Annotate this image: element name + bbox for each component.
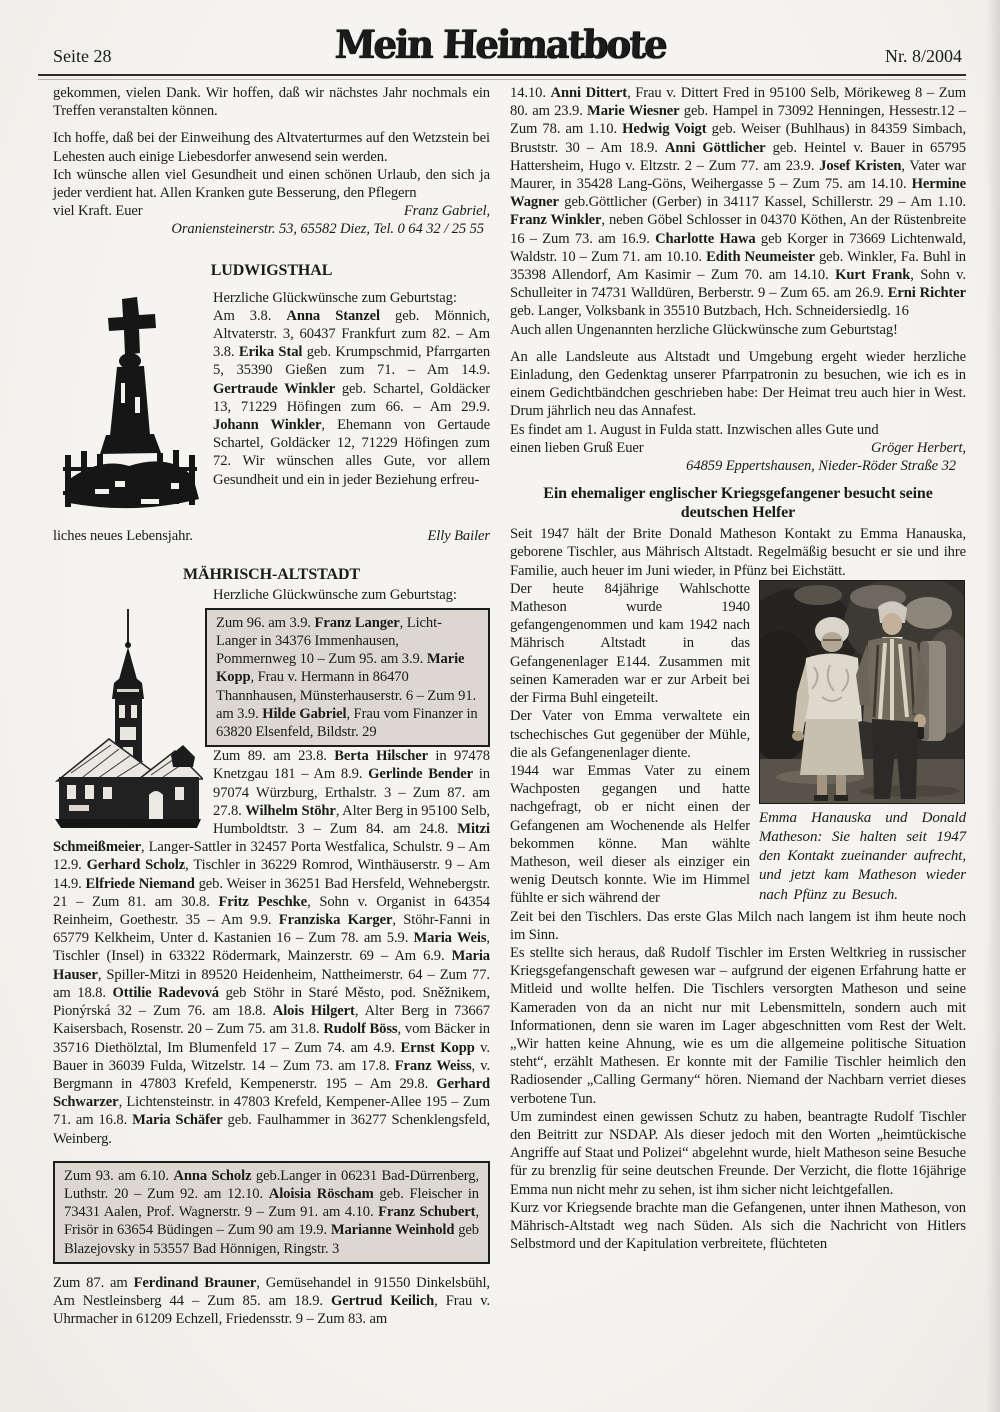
birthday-box-2: Zum 93. am 6.10. Anna Scholz geb.Langer in 06231 Bad-Dürrenberg, Luthstr. 20 – Zum 92. am 12.10. Aloisia Röscham geb. Fleischer in 73431 Aalen, Prof. Wagnerstr. 9 – Zum 91. am 4.10. Franz Schubert, Frisör in 63654 Büdingen – Zum 90 am 19.9. Marianne Weinhold geb Blazejovsky in 53557 Bad Hönnigen, Ringstr. 3 <box>53 1161 490 1264</box>
ludwigsthal-signature: Elly Bailer <box>427 527 490 544</box>
article-paragraph-helping: Es stellte sich heraus, daß Rudolf Tischler im Ersten Weltkrieg in russischer Kriegsgefangenschaft gewesen war – aufgrund der eigenen Erfahrung hatte er Mitleid und wollte helfen. Die Tischlers versorgten Matheson und seine Kameraden von da an nicht nur mit Lebensmitteln, sondern auch mit Informationen, denn sie waren im Lager abgeschnitten vom Rest der Welt. „Wir hatten keine Ahnung, wie es um die allgemeine politische Situation steht“, erzählt Mathesen. Er konnte mit der Familie Tischler heimlich den Radiosender „Calling Germany“ hören. Niemand der Nachbarn verriet dieses verbotene Tun. <box>510 944 966 1107</box>
maehrisch-intro: Herzliche Glückwünsche zum Geburtstag: <box>213 586 457 603</box>
paragraph-wishes: Ich wünsche allen viel Gesundheit und einen schönen Urlaub, den sich ja jeder verdient hat. Allen Kranken gute Besserung, den Pflegern <box>53 166 490 202</box>
article-paragraph-3: 1944 war Emmas Vater zu einem Wachposten gegangen und hatte nachgefragt, ob er nicht einen der Gefangenen am Wochenende als Helfer bekommen könne. Man wählte Matheson, weil dieser als einziger ein wenig Deutsch konnte. Wie im Himmel fühlte er sich während der <box>510 762 750 907</box>
ludwigsthal-birthday-list: Am 3.8. Anna Stanzel geb. Mönnich, Altvaterstr. 3, 60437 Frankfurt zum 82. – Am 3.8. Erika Stal geb. Krumpschmid, Pfarrgarten 5, 35390 Gießen zum 71. – Am 14.9. Gertraude Winkler geb. Schartel, Goldäcker 13, 71229 Höfingen zum 66. – Am 29.9. Johann Winkler, Ehemann von Gertaude Schartel, Goldäcker 12, 71229 Höfingen zum 72. Wir wünschen alles Gute, vor allem Gesundheit und ein in jeder Beziehung erfreu- <box>213 307 491 488</box>
page-number: Seite 28 <box>53 46 112 66</box>
ludwigsthal-signature-row <box>53 527 490 545</box>
fulda-signature-address: 64859 Eppertshausen, Nieder-Röder Straße 32 <box>686 458 956 475</box>
maehrisch-list-continued: Zum 87. am Ferdinand Brauner, Gemüsehandel in 91550 Dinkelsbühl, Am Nestleinsberg 44 – Zum 85. am 18.9. Gertrud Keilich, Frau v. Uhrmacher in 61209 Echzell, Friedensstr. 9 – Zum 83. am <box>53 1274 491 1328</box>
section-heading-ludwigsthal: LUDWIGSTHAL <box>210 261 333 279</box>
masthead-title: Mein Heimatbote <box>333 22 667 68</box>
paragraph-unnamed-wishes: Auch allen Ungenannten herzliche Glückwünsche zum Geburtstag! <box>510 321 898 338</box>
section-heading-maehrisch: MÄHRISCH-ALTSTADT <box>182 565 360 583</box>
issue-number: Nr. 8/2004 <box>884 46 962 66</box>
right-column <box>510 84 966 1253</box>
left-column <box>53 84 490 1328</box>
photo-block <box>759 580 966 905</box>
signature-row <box>53 202 490 220</box>
paragraph-fulda: Es findet am 1. August in Fulda statt. Inzwischen alles Gute und <box>510 421 879 438</box>
signature-address: Oraniensteinerstr. 53, 65582 Diez, Tel. 0 64 32 / 25 55 <box>171 221 484 238</box>
article-paragraph-milk: Zeit bei den Tischlers. Das erste Glas Milch nach langem ist ihm heute noch im Sinn. <box>510 908 966 943</box>
article-heading: Ein ehemaliger englischer Kriegsgefangener besucht seine deutschen Helfer <box>543 485 933 522</box>
fulda-signature-lead: einen lieben Gruß Euer <box>510 439 644 456</box>
paragraph-altvaterturm: Ich hoffe, daß bei der Einweihung des Altvaterturmes auf den Wetzstein bei Lehesten auch einige Liebesdorfer anwesend sein werden. <box>53 130 490 165</box>
signature-name: Franz Gabriel, <box>403 203 490 220</box>
photo-emma-donald <box>759 580 965 804</box>
maehrisch-section-top <box>53 565 490 748</box>
article-paragraph-end: Kurz vor Kriegsende brachte man die Gefangenen, unter ihnen Matheson, von Mährisch-Altstadt weg nach Süden. Als sich die Nachricht von Hitlers Selbstmord und der Kapitulation verbreitete, flüchteten <box>510 1199 966 1253</box>
birthday-box-1: Zum 96. am 3.9. Franz Langer, Licht-Langer in 34376 Immenhausen, Pommernweg 10 – Zum 95. am 3.9. Marie Kopp, Frau v. Hermann in 86470 Thannhausen, Münsterhauserstr. 6 – Zum 91. am 3.9. Hilde Gabriel, Frau vom Finanzer in 63820 Elsenfeld, Bildstr. 29 <box>205 608 490 747</box>
photo-caption: Emma Hanauska und Donald Matheson: Sie halten seit 1947 den Kontakt zueinander aufrecht, und jetzt kam Matheson wieder nach Pfünz zu Besuch. <box>759 809 966 903</box>
article-body <box>510 580 966 944</box>
paragraph-annafest-invite: An alle Landsleute aus Altstadt und Umgebung ergeht wieder herzliche Einladung, den Gedenktag unserer Pfarrpatronin zu besuchen, wie ich es in einem Gedichtbändchen geschrieben habe: Der Heimat treu auch hier in West. Drum jährlich neu das Annafest. <box>510 348 966 420</box>
paragraph-thanks: gekommen, vielen Dank. Wir hoffen, daß wir nächstes Jahr nochmals ein Treffen veranstalten können. <box>53 85 490 120</box>
fulda-signature-row <box>510 439 966 457</box>
ludwigsthal-intro: Herzliche Glückwünsche zum Geburtstag: <box>213 289 457 306</box>
article-paragraph-1: Der heute 84jährige Wahlschotte Matheson wurde 1940 gefangengenommen und kam 1942 nach Mährisch Altstadt in das Gefangenenlager E144. Zusammen mit seinen Kameraden war er zur Arbeit bei der Firma Buhl eingeteilt. <box>510 580 750 707</box>
article-lead: Seit 1947 hält der Brite Donald Matheson Kontakt zu Emma Hanauska, geborene Tischler, aus Mährisch Altstadt. Regelmäßig besucht er sie und ihre Familie, auch heuer im Juni wieder, in Pfünz bei Eichstätt. <box>510 526 966 579</box>
church-illustration <box>53 609 203 831</box>
ludwigsthal-last-line: liches neues Lebensjahr. <box>53 527 193 544</box>
ludwigsthal-section <box>53 289 490 551</box>
maehrisch-birthday-list: Zum 89. am 23.8. Berta Hilscher in 97478 Knetzgau 181 – Am 8.9. Gerlinde Bender in 97074 Würzburg, Erthalstr. 3 – Zum 87. am 27.8. Wilhelm Stöhr, Alter Berg in 95100 Selb, Humboldtstr. 3 – Zum 84. am 24.8. Mitzi Schmeißmeier, Langer-Sattler in 32457 Porta Westfalica, Schulstr. 9 – Am 12.9. Gerhard Scholz, Tischler in 36229 Romrod, Winthäuserstr. 9 – Am 14.9. Elfriede Niemand geb. Weiser in 36251 Bad Hersfeld, Wehnebergstr. 21 – Zum 81. am 30.8. Fritz Peschke, Sohn v. Organist in 64354 Reinheim, Goethestr. 35 – Am 9.9. Franziska Karger, Stöhr-Fanni in 65779 Kelkheim, Unter d. Kastanien 16 – Zum 78. am 5.9. Maria Weis, Tischler (Insel) in 63322 Rödermark, Mainzerstr. 69 – Am 6.9. Maria Hauser, Spiller-Mitzi in 89520 Heidenheim, Nattheimerstr. 64 – Zum 77. am 18.8. Ottilie Radevová geb Stöhr in Staré Město, pod. Sněžnikem, Pionýrská 32 – Zum 76. am 18.8. Alois Hilgert, Alter Berg in 73667 Kaisersbach, Rosenstr. 20 – Zum 75. am 31.8. Rudolf Böss, vom Bäcker in 35716 Diethölztal, Im Blumenfeld 17 – Zum 74. am 4.9. Ernst Kopp v. Bauer in 36039 Fulda, Witzelstr. 14 – Zum 73. am 17.8. Franz Weiss, v. Bergmann in 47803 Krefeld, Kempenerstr. 195 – Am 29.8. Gerhard Schwarzer, Lichtensteinstr. in 47803 Krefeld, Kempener-Allee 195 – Zum 71. am 16.8. Maria Schäfer geb. Faulhammer in 36277 Schenklengsfeld, Weinberg. <box>53 748 491 1147</box>
fulda-signature-name: Gröger Herbert, <box>871 439 966 456</box>
scan-edge-shadow <box>986 0 1000 1412</box>
birthday-list-continued: 14.10. Anni Dittert, Frau v. Dittert Fred in 95100 Selb, Mörikeweg 8 – Zum 80. am 23.9. Marie Wiesner geb. Hampel in 73092 Henningen, Hessestr.12 – Zum 78. am 1.10. Hedwig Voigt geb. Weiser (Buhlhaus) in 84359 Simbach, Bruststr. 30 – Am 18.9. Anni Göttlicher geb. Heintel v. Bauer in 65795 Hattersheim, Hugo v. Eltzstr. 2 – Zum 77. am 23.9. Josef Kristen, Vater war Maurer, in 35428 Lang-Göns, Weihergasse 5 – Zum 75. am 14.10. Hermine Wagner geb.Göttlicher (Gerber) in 34117 Kassel, Schillerstr. 29 – Am 1.10. Franz Winkler, neben Göbel Schlosser in 04370 Köthen, An der Rüstenbreite 16 – Zum 73. am 16.9. Charlotte Hawa geb Korger in 73669 Lichtenwald, Waldstr. 10 – Zum 71. am 10.10. Edith Neumeister geb. Winkler, Fa. Buhl in 35398 Allendorf, Am Kasimir – Zum 70. am 14.10. Kurt Frank, Sohn v. Schulleiter in 74731 Walldüren, Berberstr. 9 – Zum 65. am 26.9. Erni Richter geb. Langer, Volksbank in 35510 Butzbach, Hch. Schneidersiedlg. 16 <box>510 85 967 320</box>
header-rule <box>38 74 966 80</box>
signature-lead: viel Kraft. Euer <box>53 203 143 220</box>
article-paragraph-2: Der Vater von Emma verwaltete ein tschechisches Gut gegenüber der Mühle, die als Gefangenenlager diente. <box>510 708 750 761</box>
article-paragraph-nsdap: Um zumindest einen gewissen Schutz zu haben, beantragte Rudolf Tischler den Beitritt zur NSDAP. Als dieser jedoch mit den Worten „heimtückische Angriffe auf Staat und Polizei“ abgelehnt wurde, hielt Matheson seine Besuche für zu brenzlig für seine deutschen Freunde. Der Verzicht, die flotte 16jährige Emma nun nicht mehr zu sehen, ist ihm sicher nicht leichtgefallen. <box>510 1108 966 1198</box>
monument-illustration <box>55 293 205 527</box>
